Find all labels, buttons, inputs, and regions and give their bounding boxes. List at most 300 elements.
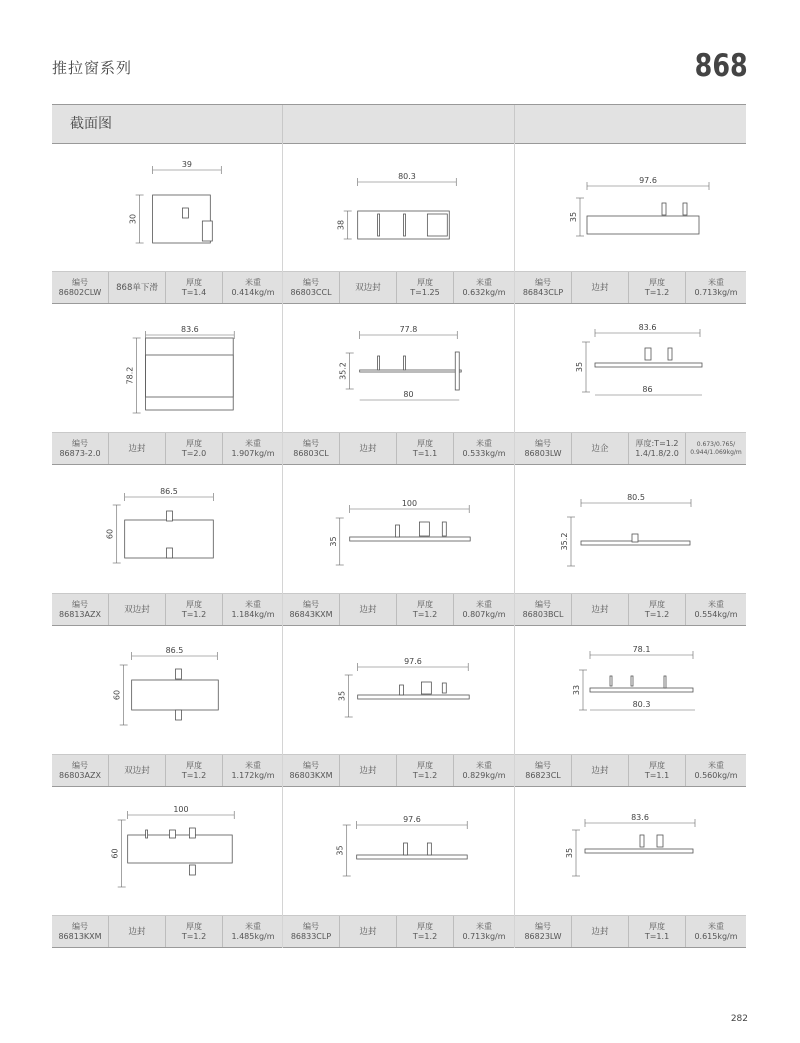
series-title: 推拉窗系列 [52,59,133,77]
thickness-label: 厚度 [649,277,665,287]
thickness-value: T=1.1 [412,448,438,458]
thickness-cell [166,755,223,786]
weight-cell [454,916,514,947]
profile-code: 86813KXM [58,931,102,941]
height-dimension-label: 35 [569,211,578,223]
weight-value: 1.485kg/m [231,931,275,941]
thickness-value: T=1.2 [412,770,438,780]
profile-feature [419,522,429,536]
profile-code: 86823CL [525,770,561,780]
profile-feature [167,548,173,558]
code-label: 编号 [535,599,551,609]
thickness-value: 厚度:T=1.2 [635,438,679,448]
profile-feature [664,676,666,688]
profile-section-svg [515,465,746,593]
thickness-cell [629,272,686,303]
section-drawing [52,304,282,432]
height-dimension-label: 35 [337,690,347,702]
thickness-label: 厚度 [417,599,433,609]
code-label: 编号 [72,438,88,448]
width-dimension-label: 86.5 [165,645,184,656]
code-cell [283,433,340,464]
profile-cell [515,143,746,304]
thickness-value-2: 1.4/1.8/2.0 [635,448,679,458]
profile-cell [515,304,746,465]
weight-label: 米重 [708,921,724,931]
profile-name: 868单下滑 [116,282,158,293]
profile-name: 双边封 [355,282,381,293]
header-cell-3 [515,105,746,144]
profile-feature [683,203,687,215]
spec-row [52,271,282,304]
weight-value: 0.673/0.765/ [696,440,736,448]
profile-cell [283,304,515,465]
code-cell [515,594,572,625]
thickness-cell [397,272,454,303]
weight-label: 米重 [245,921,261,931]
thickness-label: 厚度 [417,921,433,931]
profile-feature [146,355,234,397]
thickness-cell [166,916,223,947]
page-number: 282 [730,1014,748,1024]
profile-name: 边封 [359,443,377,454]
weight-cell [223,272,283,303]
profile-feature [610,676,612,686]
name-cell [109,272,166,303]
height-dimension-label: 35 [335,845,345,856]
profile-outline [153,195,211,243]
width-dimension-label: 78.1 [632,645,651,654]
spec-row [515,593,746,626]
height-dimension-label: 60 [112,689,122,701]
code-cell [515,916,572,947]
profile-feature [189,828,195,838]
profile-cell [52,143,283,304]
profile-feature [640,835,644,847]
weight-value: 0.560kg/m [694,770,738,780]
height-dimension-label: 35 [328,536,338,547]
profile-name: 边封 [591,926,609,937]
profile-section-svg [283,626,514,754]
name-cell [109,433,166,464]
profile-cell [515,626,746,787]
spec-row [283,915,514,948]
code-label: 编号 [303,921,319,931]
thickness-value: T=1.2 [644,287,670,297]
weight-value: 1.907kg/m [231,448,275,458]
series-code: 868 [694,48,748,84]
thickness-cell [629,755,686,786]
profile-outline [587,216,699,234]
profile-feature [631,676,633,686]
thickness-cell [397,433,454,464]
spec-row [283,271,514,304]
name-cell [572,594,629,625]
thickness-label: 厚度 [417,760,433,770]
weight-value: 0.807kg/m [462,609,506,619]
thickness-cell [166,433,223,464]
height-dimension-label: 30 [128,213,138,225]
profile-feature [378,214,380,236]
profile-cell [283,626,515,787]
code-cell [52,433,109,464]
thickness-label: 厚度 [649,599,665,609]
profile-feature [632,534,638,542]
profile-cell [52,465,283,626]
code-label: 编号 [303,599,319,609]
profile-section-svg [283,787,514,915]
code-cell [52,594,109,625]
section-drawing [52,626,282,754]
width-dimension-label: 83.6 [631,813,649,822]
profile-section-svg [515,626,746,754]
secondary-width-label: 80.3 [632,700,651,709]
profile-feature [645,348,651,360]
section-drawing [515,143,746,271]
code-label: 编号 [303,760,319,770]
height-dimension-label: 78.2 [125,366,135,385]
width-dimension-label: 39 [181,159,192,170]
thickness-value: T=1.2 [412,931,438,941]
profile-outline [132,680,219,710]
header-cell-1 [52,105,283,144]
section-drawing [515,304,746,432]
code-label: 编号 [535,277,551,287]
thickness-cell [397,916,454,947]
weight-label: 米重 [245,599,261,609]
profile-name: 边封 [591,765,609,776]
profile-outline [358,695,470,699]
profile-feature [146,830,148,838]
weight-value: 0.632kg/m [462,287,506,297]
thickness-value: T=1.2 [644,609,670,619]
section-drawing [52,143,282,271]
profile-code: 86803BCL [522,609,564,619]
spec-row [52,915,282,948]
header-cell-2 [283,105,515,144]
profile-name: 双边封 [124,765,150,776]
thickness-value: T=1.1 [644,931,670,941]
profile-feature [175,669,181,679]
name-cell [340,916,397,947]
height-dimension-label: 60 [105,528,115,540]
profile-code: 86833CLP [290,931,332,941]
profile-name: 边封 [591,604,609,615]
width-dimension-label: 83.6 [181,324,199,335]
thickness-cell [629,594,686,625]
profile-code: 86873-2.0 [59,448,101,458]
weight-label: 米重 [708,760,724,770]
profile-name: 边企 [591,443,609,454]
code-cell [283,916,340,947]
profile-feature [175,710,181,720]
weight-cell [686,755,746,786]
thickness-cell [166,594,223,625]
weight-value: 0.829kg/m [462,770,506,780]
code-label: 编号 [535,438,551,448]
weight-label: 米重 [245,277,261,287]
code-cell [52,916,109,947]
weight-value: 1.172kg/m [231,770,275,780]
width-dimension-label: 97.6 [403,814,421,825]
profile-feature [427,214,447,236]
code-cell [283,594,340,625]
height-dimension-label: 60 [110,848,120,859]
thickness-label: 厚度 [186,760,202,770]
profile-section-svg [52,465,282,593]
profile-cell [515,465,746,626]
code-label: 编号 [72,599,88,609]
thickness-value: T=1.2 [181,770,207,780]
thickness-label: 厚度 [186,921,202,931]
thickness-label: 厚度 [186,599,202,609]
profile-code: 86802CLW [58,287,102,297]
profile-section-svg [52,626,282,754]
thickness-cell [629,433,686,464]
code-cell [52,755,109,786]
spec-row [52,754,282,787]
profile-cell [283,143,515,304]
weight-value: 0.533kg/m [462,448,506,458]
profile-cell [52,787,283,948]
height-dimension-label: 35 [575,361,584,373]
weight-cell [454,594,514,625]
width-dimension-label: 97.6 [639,176,657,185]
name-cell [572,916,629,947]
weight-cell [686,916,746,947]
code-label: 编号 [535,921,551,931]
section-drawing [283,626,514,754]
thickness-value: T=1.2 [181,931,207,941]
weight-cell [454,433,514,464]
thickness-value: T=1.2 [181,609,207,619]
thickness-value: T=1.1 [644,770,670,780]
weight-cell [223,433,283,464]
weight-value: 0.713kg/m [462,931,506,941]
profile-name: 边封 [128,443,146,454]
thickness-cell [397,755,454,786]
thickness-cell [166,272,223,303]
profile-feature [189,865,195,875]
thickness-label: 厚度 [649,921,665,931]
weight-cell [454,755,514,786]
name-cell [109,755,166,786]
weight-label: 米重 [245,760,261,770]
profile-outline [595,363,702,367]
profile-section-svg [515,304,746,432]
thickness-value: T=1.4 [181,287,207,297]
profile-feature [442,522,446,536]
profile-code: 86813AZX [59,609,101,619]
secondary-width-label: 86 [642,385,653,394]
code-label: 编号 [303,277,319,287]
code-cell [515,272,572,303]
name-cell [340,594,397,625]
thickness-label: 厚度 [417,438,433,448]
profile-outline [128,835,233,863]
width-dimension-label: 86.5 [160,486,178,497]
code-cell [515,433,572,464]
code-label: 编号 [72,760,88,770]
profile-section-svg [52,787,282,915]
profile-outline [357,855,468,859]
code-label: 编号 [303,438,319,448]
profile-catalog-table [52,104,746,948]
weight-cell [454,272,514,303]
profile-feature [421,682,431,694]
code-cell [52,272,109,303]
code-cell [283,272,340,303]
spec-row [52,432,282,465]
profile-feature [396,525,400,537]
profile-outline [360,370,462,372]
weight-label: 米重 [245,438,261,448]
code-label: 编号 [72,921,88,931]
profile-feature [167,511,173,521]
profile-feature [169,830,175,838]
profile-name: 边封 [128,926,146,937]
weight-cell [223,594,283,625]
profile-section-svg [52,304,282,432]
thickness-label: 厚度 [186,438,202,448]
section-drawing [283,304,514,432]
profile-name: 双边封 [124,604,150,615]
spec-row [515,915,746,948]
height-dimension-label: 35.2 [338,362,348,380]
name-cell [109,916,166,947]
profile-name: 边封 [359,765,377,776]
profile-outline [350,537,470,541]
width-dimension-label: 80.3 [398,171,416,182]
name-cell [340,755,397,786]
width-dimension-label: 100 [401,498,418,509]
profile-name: 边封 [359,604,377,615]
profile-feature [378,356,380,370]
weight-cell [686,594,746,625]
profile-cell [515,787,746,948]
width-dimension-label: 80.5 [627,493,645,502]
section-drawing [515,626,746,754]
weight-value: 0.554kg/m [694,609,738,619]
profile-outline [590,688,693,692]
thickness-label: 厚度 [186,277,202,287]
code-cell [283,755,340,786]
profile-cell [283,787,515,948]
profile-feature [662,203,666,215]
name-cell [572,755,629,786]
height-dimension-label: 38 [336,219,346,231]
profile-name: 边封 [359,926,377,937]
profile-feature [455,352,459,390]
weight-label: 米重 [476,438,492,448]
profile-feature [427,843,431,855]
section-drawing [52,465,282,593]
width-dimension-label: 83.6 [638,323,657,332]
height-dimension-label: 33 [572,684,581,696]
profile-section-svg [283,465,514,593]
thickness-value: T=1.25 [410,287,440,297]
weight-label: 米重 [476,921,492,931]
width-dimension-label: 77.8 [399,324,418,335]
weight-label: 米重 [708,277,724,287]
width-dimension-label: 97.6 [404,656,422,667]
spec-row [283,593,514,626]
weight-value-2: 0.944/1.069kg/m [690,448,742,456]
profile-code: 86803KXM [289,770,333,780]
code-label: 编号 [535,760,551,770]
weight-cell [223,755,283,786]
profile-feature [399,685,403,695]
profile-cell [283,465,515,626]
spec-row [515,271,746,304]
spec-row [515,754,746,787]
code-cell [515,755,572,786]
secondary-width-label: 80 [403,389,414,400]
weight-label: 米重 [476,599,492,609]
weight-value: 1.184kg/m [231,609,275,619]
name-cell [572,433,629,464]
profile-section-svg [515,143,746,271]
profile-feature [202,221,212,241]
profile-feature [657,835,663,847]
thickness-label: 厚度 [649,760,665,770]
profile-section-svg [283,143,514,271]
section-drawing [515,787,746,915]
name-cell [572,272,629,303]
profile-grid [52,143,746,948]
profile-code: 86803CCL [290,287,332,297]
profile-section-svg [52,143,282,271]
weight-cell [223,916,283,947]
thickness-cell [397,594,454,625]
profile-code: 86823LW [524,931,562,941]
profile-feature [403,843,407,855]
profile-cell [52,626,283,787]
thickness-cell [629,916,686,947]
section-drawing [283,787,514,915]
section-drawing [52,787,282,915]
weight-cell [686,433,746,464]
spec-row [283,432,514,465]
weight-label: 米重 [708,599,724,609]
height-dimension-label: 35.2 [560,532,569,551]
thickness-label: 厚度 [417,277,433,287]
weight-value: 0.414kg/m [231,287,275,297]
profile-cell [52,304,283,465]
weight-value: 0.713kg/m [694,287,738,297]
profile-feature [182,208,188,218]
profile-feature [668,348,672,360]
name-cell [340,272,397,303]
width-dimension-label: 100 [173,804,189,815]
weight-label: 米重 [476,760,492,770]
profile-code: 86843CLP [522,287,564,297]
name-cell [340,433,397,464]
section-drawing [283,143,514,271]
profile-code: 86803AZX [59,770,101,780]
profile-section-svg [283,304,514,432]
profile-code: 86803LW [524,448,562,458]
profile-feature [403,356,405,370]
profile-feature [442,683,446,693]
profile-name: 边封 [591,282,609,293]
spec-row [515,432,746,465]
weight-cell [686,272,746,303]
spec-row [52,593,282,626]
code-label: 编号 [72,277,88,287]
thickness-value: T=1.2 [412,609,438,619]
catalog-header [52,105,746,143]
